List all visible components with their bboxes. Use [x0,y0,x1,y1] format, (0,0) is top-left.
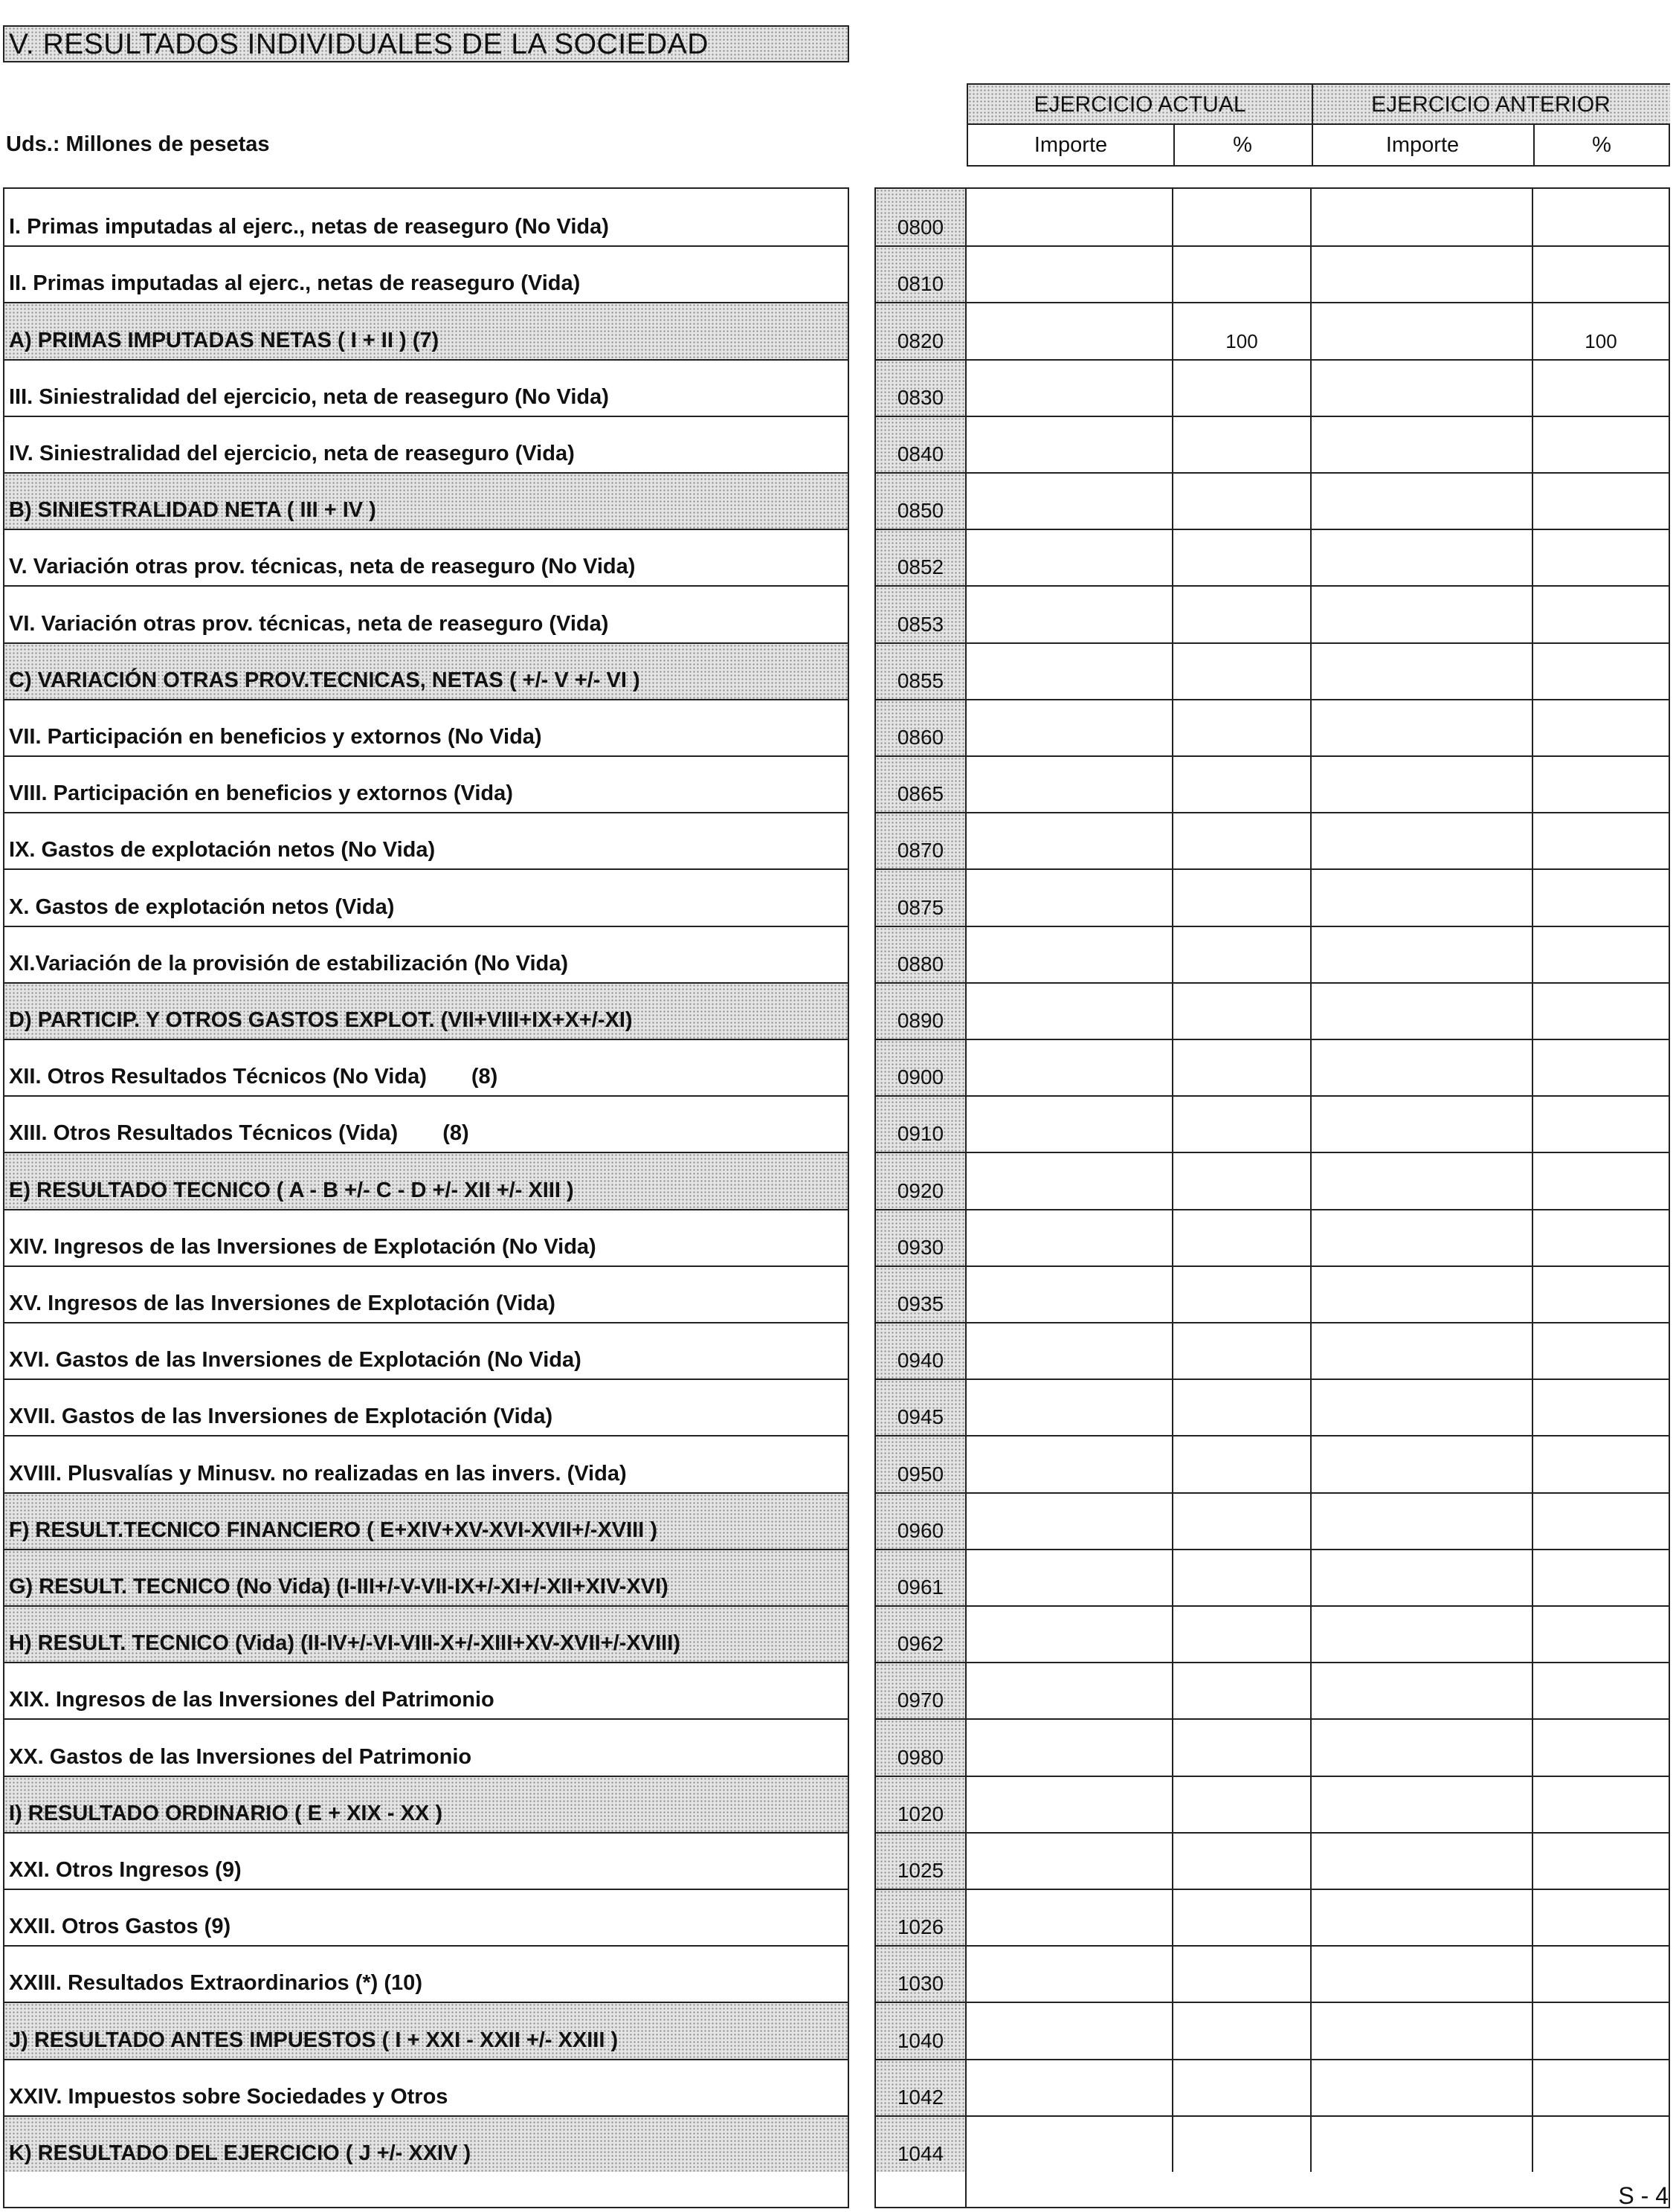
row-label [4,1039,848,1095]
previous-amount-cell[interactable] [1310,530,1532,585]
previous-amount-cell[interactable] [1310,189,1532,245]
row-code: 0890 [876,982,965,1039]
previous-amount-header: Importe [1385,133,1460,157]
table-row [967,1945,1669,2002]
previous-amount-cell[interactable] [1310,474,1532,529]
current-amount-cell[interactable] [967,1777,1172,1832]
row-label [4,189,848,245]
table-row [967,245,1669,302]
current-percent-cell[interactable] [1172,1494,1310,1549]
row-code: 0920 [876,1152,965,1209]
row-label-text: E) RESULTADO TECNICO ( A - B +/- C - D +/- XII +/- XIII ) [9,1178,574,1202]
header-divider [1312,85,1313,165]
row-label-text: XVI. Gastos de las Inversiones de Explotación (No Vida) [9,1348,581,1372]
current-percent-cell[interactable] [1172,1834,1310,1889]
row-label [4,1662,848,1718]
previous-amount-cell[interactable] [1310,417,1532,472]
row-label-text: XXII. Otros Gastos (9) [9,1915,231,1938]
current-amount-cell[interactable] [967,984,1172,1039]
current-percent-cell[interactable] [1172,2117,1310,2172]
table-row [967,1435,1669,1492]
row-label-text: XXI. Otros Ingresos (9) [9,1858,242,1882]
row-label-text: I) RESULTADO ORDINARIO ( E + XIX - XX ) [9,1802,442,1825]
row-label [4,755,848,812]
previous-amount-cell[interactable] [1310,1550,1532,1605]
row-code: 1042 [876,2059,965,2115]
previous-amount-cell[interactable] [1310,1040,1532,1095]
row-label [4,1265,848,1322]
row-code: 0853 [876,585,965,642]
previous-percent-cell[interactable] [1532,1323,1669,1379]
row-label [4,1152,848,1209]
previous-percent-cell[interactable] [1532,644,1669,699]
row-label [4,245,848,302]
row-label [4,699,848,755]
row-label-text: XVII. Gastos de las Inversiones de Explotación (Vida) [9,1405,553,1428]
row-code: 1025 [876,1832,965,1889]
previous-percent-cell[interactable] [1532,813,1669,868]
previous-amount-cell[interactable] [1310,757,1532,812]
current-amount-header: Importe [1034,133,1108,157]
previous-percent-cell[interactable] [1532,2003,1669,2059]
row-label [4,642,848,699]
row-label-text: III. Siniestralidad del ejercicio, neta de reaseguro (No Vida) [9,385,609,409]
table-row [967,2059,1669,2115]
row-labels-column [3,187,849,2208]
row-label-text: I. Primas imputadas al ejerc., netas de reaseguro (No Vida) [9,215,609,239]
table-row [967,1492,1669,1549]
row-code: 0830 [876,359,965,416]
table-row [967,529,1669,585]
row-code: 0980 [876,1718,965,1776]
row-code: 0870 [876,812,965,868]
row-code: 0852 [876,529,965,585]
current-amount-cell[interactable] [967,1153,1172,1209]
current-amount-cell[interactable] [967,1494,1172,1549]
current-percent-cell[interactable] [1172,813,1310,868]
previous-amount-cell[interactable] [1310,1097,1532,1152]
current-percent-cell[interactable] [1172,1153,1310,1209]
row-label [4,1379,848,1435]
current-percent-cell[interactable] [1172,1436,1310,1492]
current-percent-cell[interactable] [1172,1607,1310,1662]
row-code: 0880 [876,926,965,982]
current-percent-cell[interactable]: 100 [1172,303,1310,359]
row-label [4,1832,848,1889]
row-label-text: XI.Variación de la provisión de estabilización (No Vida) [9,952,569,976]
previous-percent-cell[interactable] [1532,1210,1669,1265]
table-row [967,868,1669,926]
previous-amount-cell[interactable] [1310,1720,1532,1776]
table-row [967,1776,1669,1832]
row-label-text: II. Primas imputadas al ejerc., netas de reaseguro (Vida) [9,271,581,295]
table-row [967,1095,1669,1152]
previous-percent-cell[interactable] [1532,1436,1669,1492]
row-code: 0840 [876,416,965,472]
current-amount-cell[interactable] [967,1550,1172,1605]
current-percent-cell[interactable] [1172,1210,1310,1265]
table-row [967,1265,1669,1322]
previous-percent-cell[interactable] [1532,417,1669,472]
current-amount-cell[interactable] [967,361,1172,416]
row-label [4,812,848,868]
table-row [967,642,1669,699]
row-label-text: XXIII. Resultados Extraordinarios (*) (10) [9,1971,422,1995]
current-amount-cell[interactable] [967,474,1172,529]
table-row [967,1889,1669,1945]
current-percent-cell[interactable] [1172,927,1310,982]
previous-percent-cell[interactable] [1532,757,1669,812]
current-amount-cell[interactable] [967,1323,1172,1379]
current-percent-cell[interactable] [1172,1323,1310,1379]
previous-amount-cell[interactable] [1310,1947,1532,2002]
page-number: S - 4 [1618,2182,1669,2209]
current-percent-cell[interactable] [1172,1947,1310,2002]
row-code: 0910 [876,1095,965,1152]
table-row [967,1605,1669,1662]
table-row [967,812,1669,868]
row-code: 0950 [876,1435,965,1492]
previous-amount-cell[interactable] [1310,1494,1532,1549]
previous-amount-cell[interactable] [1310,813,1532,868]
current-year-header: EJERCICIO ACTUAL [968,85,1312,125]
row-code: 0935 [876,1265,965,1322]
previous-percent-cell[interactable] [1532,927,1669,982]
row-label [4,1605,848,1662]
previous-amount-cell[interactable] [1310,1267,1532,1322]
row-label-text: XIX. Ingresos de las Inversiones del Patrimonio [9,1688,494,1712]
current-amount-cell[interactable] [967,2060,1172,2115]
previous-percent-cell[interactable] [1532,1720,1669,1776]
row-label-text: D) PARTICIP. Y OTROS GASTOS EXPLOT. (VII+VIII+IX+X+/-XI) [9,1008,633,1032]
previous-percent-cell[interactable] [1532,1947,1669,2002]
table-row [967,1549,1669,1605]
row-label [4,926,848,982]
current-amount-cell[interactable] [967,303,1172,359]
current-percent-header: % [1233,133,1252,157]
current-percent-cell[interactable] [1172,2003,1310,2059]
table-row [967,926,1669,982]
previous-percent-cell[interactable] [1532,1380,1669,1435]
row-label-text: VI. Variación otras prov. técnicas, neta de reaseguro (Vida) [9,612,609,636]
row-label [4,529,848,585]
previous-percent-cell[interactable] [1532,1890,1669,1945]
row-codes-column [874,187,967,2208]
previous-percent-cell[interactable] [1532,1494,1669,1549]
table-row [967,585,1669,642]
previous-percent-cell[interactable] [1532,1267,1669,1322]
previous-amount-cell[interactable] [1310,2060,1532,2115]
table-row [967,699,1669,755]
current-amount-cell[interactable] [967,870,1172,926]
row-label [4,2059,848,2115]
current-percent-cell[interactable] [1172,189,1310,245]
row-code: 1026 [876,1889,965,1945]
previous-percent-header: % [1592,133,1611,157]
row-label [4,1549,848,1605]
previous-percent-cell[interactable] [1532,530,1669,585]
row-label-text: XV. Ingresos de las Inversiones de Explotación (Vida) [9,1292,555,1315]
column-header [967,83,1670,167]
row-label-text: A) PRIMAS IMPUTADAS NETAS ( I + II ) (7) [9,329,439,352]
row-label [4,1322,848,1379]
row-code: 0860 [876,699,965,755]
previous-amount-cell[interactable] [1310,984,1532,1039]
row-label-text: XII. Otros Resultados Técnicos (No Vida) [9,1065,427,1089]
previous-amount-cell[interactable] [1310,1436,1532,1492]
previous-percent-cell[interactable] [1532,1663,1669,1718]
current-percent-cell[interactable] [1172,984,1310,1039]
current-amount-cell[interactable] [967,1890,1172,1945]
row-label [4,1095,848,1152]
current-amount-cell[interactable] [967,644,1172,699]
row-label-text: H) RESULT. TECNICO (Vida) (II-IV+/-VI-VIII-X+/-XIII+XV-XVII+/-XVIII) [9,1631,680,1655]
table-row [967,416,1669,472]
row-label [4,982,848,1039]
previous-amount-cell[interactable] [1310,587,1532,642]
previous-percent-cell[interactable] [1532,2060,1669,2115]
current-percent-cell[interactable] [1172,870,1310,926]
previous-percent-cell[interactable]: 100 [1532,303,1669,359]
row-label-text: XIV. Ingresos de las Inversiones de Explotación (No Vida) [9,1235,596,1259]
current-amount-cell[interactable] [967,247,1172,302]
row-code: 0855 [876,642,965,699]
previous-percent-cell[interactable] [1532,2117,1669,2172]
row-code: 0940 [876,1322,965,1379]
previous-percent-cell[interactable] [1532,1834,1669,1889]
row-code: 0900 [876,1039,965,1095]
previous-amount-cell[interactable] [1310,1777,1532,1832]
table-row [967,189,1669,245]
current-amount-cell[interactable] [967,1380,1172,1435]
table-row [967,1209,1669,1265]
row-code: 1044 [876,2115,965,2172]
row-label-text: IV. Siniestralidad del ejercicio, neta de reaseguro (Vida) [9,442,575,465]
row-label-text: X. Gastos de explotación netos (Vida) [9,895,395,919]
current-amount-cell[interactable] [967,700,1172,755]
previous-percent-cell[interactable] [1532,870,1669,926]
current-percent-cell[interactable] [1172,247,1310,302]
row-label-text: G) RESULT. TECNICO (No Vida) (I-III+/-V-VII-IX+/-XI+/-XII+XIV-XVI) [9,1575,668,1599]
previous-amount-cell[interactable] [1310,700,1532,755]
previous-amount-cell[interactable] [1310,870,1532,926]
header-divider [1533,125,1535,165]
row-label-text: B) SINIESTRALIDAD NETA ( III + IV ) [9,498,376,522]
current-amount-cell[interactable] [967,927,1172,982]
row-label-text: C) VARIACIÓN OTRAS PROV.TECNICAS, NETAS ( +/- V +/- VI ) [9,668,640,692]
previous-amount-cell[interactable] [1310,2117,1532,2172]
current-percent-cell[interactable] [1172,1550,1310,1605]
previous-percent-cell[interactable] [1532,1607,1669,1662]
previous-amount-cell[interactable] [1310,927,1532,982]
row-code: 0800 [876,189,965,245]
previous-amount-cell[interactable] [1310,1663,1532,1718]
current-amount-cell[interactable] [967,1607,1172,1662]
row-code: 0810 [876,245,965,302]
current-percent-cell[interactable] [1172,1720,1310,1776]
row-code: 0865 [876,755,965,812]
previous-percent-cell[interactable] [1532,474,1669,529]
current-percent-cell[interactable] [1172,530,1310,585]
table-row [967,472,1669,529]
table-row [967,1718,1669,1776]
table-row [967,2115,1669,2172]
row-code: 0970 [876,1662,965,1718]
row-code: 1040 [876,2002,965,2059]
row-label [4,1435,848,1492]
previous-percent-cell[interactable] [1532,1153,1669,1209]
row-label-text: F) RESULT.TECNICO FINANCIERO ( E+XIV+XV-XVI-XVII+/-XVIII ) [9,1518,658,1542]
row-code: 1030 [876,1945,965,2002]
current-percent-cell[interactable] [1172,361,1310,416]
current-percent-cell[interactable] [1172,1097,1310,1152]
previous-amount-cell[interactable] [1310,2003,1532,2059]
current-percent-cell[interactable] [1172,1777,1310,1832]
table-row [967,1379,1669,1435]
section-title: V. RESULTADOS INDIVIDUALES DE LA SOCIEDAD [3,25,849,62]
values-grid [967,187,1670,2208]
current-amount-cell[interactable] [967,1097,1172,1152]
table-row [967,2002,1669,2059]
row-label [4,359,848,416]
current-amount-cell[interactable] [967,1720,1172,1776]
row-label [4,585,848,642]
row-label-text: IX. Gastos de explotación netos (No Vida) [9,838,436,862]
current-amount-cell[interactable] [967,1947,1172,2002]
row-label [4,1209,848,1265]
current-amount-cell[interactable] [967,1267,1172,1322]
previous-percent-cell[interactable] [1532,1097,1669,1152]
row-label [4,2115,848,2172]
units-label: Uds.: Millones de pesetas [6,132,270,156]
table-row [967,1662,1669,1718]
row-label-note: (8) [442,1121,469,1145]
row-label [4,1889,848,1945]
previous-percent-cell[interactable] [1532,587,1669,642]
previous-amount-cell[interactable] [1310,361,1532,416]
row-label [4,1945,848,2002]
row-code: 0961 [876,1549,965,1605]
current-percent-cell[interactable] [1172,417,1310,472]
current-amount-cell[interactable] [967,1663,1172,1718]
current-percent-cell[interactable] [1172,1890,1310,1945]
previous-percent-cell[interactable] [1532,247,1669,302]
current-amount-cell[interactable] [967,530,1172,585]
table-row [967,755,1669,812]
row-label-text: VII. Participación en beneficios y extornos (No Vida) [9,725,542,749]
table-row [967,302,1669,359]
table-row [967,1152,1669,1209]
current-amount-cell[interactable] [967,587,1172,642]
row-label [4,1776,848,1832]
row-code: 0945 [876,1379,965,1435]
row-label [4,868,848,926]
row-code: 1020 [876,1776,965,1832]
current-amount-cell[interactable] [967,1436,1172,1492]
row-label-text: K) RESULTADO DEL EJERCICIO ( J +/- XXIV ) [9,2141,471,2165]
current-amount-cell[interactable] [967,1210,1172,1265]
row-label [4,416,848,472]
row-label-text: XIII. Otros Resultados Técnicos (Vida) [9,1121,399,1145]
previous-year-header: EJERCICIO ANTERIOR [1312,85,1670,125]
previous-percent-cell[interactable] [1532,1777,1669,1832]
current-percent-cell[interactable] [1172,700,1310,755]
row-label-text: XVIII. Plusvalías y Minusv. no realizadas en las invers. (Vida) [9,1462,627,1486]
current-percent-cell[interactable] [1172,1040,1310,1095]
row-label-text: XXIV. Impuestos sobre Sociedades y Otros [9,2085,448,2109]
previous-amount-cell[interactable] [1310,1323,1532,1379]
previous-amount-cell[interactable] [1310,1380,1532,1435]
row-label-text: VIII. Participación en beneficios y extornos (Vida) [9,781,513,805]
row-code: 0962 [876,1605,965,1662]
current-percent-cell[interactable] [1172,1267,1310,1322]
row-label-text: J) RESULTADO ANTES IMPUESTOS ( I + XXI - XXII +/- XXIII ) [9,2028,619,2052]
previous-percent-cell[interactable] [1532,361,1669,416]
row-label [4,472,848,529]
previous-amount-cell[interactable] [1310,1607,1532,1662]
current-percent-cell[interactable] [1172,1380,1310,1435]
row-label [4,302,848,359]
current-percent-cell[interactable] [1172,1663,1310,1718]
previous-amount-cell[interactable] [1310,1153,1532,1209]
previous-percent-cell[interactable] [1532,700,1669,755]
header-divider [1173,125,1175,165]
previous-amount-cell[interactable] [1310,303,1532,359]
table-row [967,1322,1669,1379]
previous-percent-cell[interactable] [1532,189,1669,245]
current-percent-cell[interactable] [1172,757,1310,812]
current-percent-cell[interactable] [1172,2060,1310,2115]
row-code: 0875 [876,868,965,926]
table-row [967,359,1669,416]
current-amount-cell[interactable] [967,189,1172,245]
previous-percent-cell[interactable] [1532,984,1669,1039]
row-label-note: (8) [471,1065,498,1089]
row-label-text: XX. Gastos de las Inversiones del Patrimonio [9,1745,472,1769]
current-amount-cell[interactable] [967,2003,1172,2059]
row-label-text: V. Variación otras prov. técnicas, neta de reaseguro (No Vida) [9,555,636,578]
previous-amount-cell[interactable] [1310,644,1532,699]
previous-amount-cell[interactable] [1310,1834,1532,1889]
current-amount-cell[interactable] [967,1834,1172,1889]
previous-percent-cell[interactable] [1532,1550,1669,1605]
table-row [967,1832,1669,1889]
previous-amount-cell[interactable] [1310,1890,1532,1945]
row-code: 0960 [876,1492,965,1549]
current-amount-cell[interactable] [967,417,1172,472]
current-percent-cell[interactable] [1172,474,1310,529]
current-amount-cell[interactable] [967,813,1172,868]
previous-amount-cell[interactable] [1310,1210,1532,1265]
row-code: 0850 [876,472,965,529]
table-row [967,1039,1669,1095]
table-row [967,982,1669,1039]
previous-amount-cell[interactable] [1310,247,1532,302]
current-percent-cell[interactable] [1172,644,1310,699]
row-label [4,1492,848,1549]
row-label [4,2002,848,2059]
row-label [4,1718,848,1776]
current-amount-cell[interactable] [967,757,1172,812]
current-percent-cell[interactable] [1172,587,1310,642]
current-amount-cell[interactable] [967,2117,1172,2172]
previous-percent-cell[interactable] [1532,1040,1669,1095]
row-code: 0930 [876,1209,965,1265]
current-amount-cell[interactable] [967,1040,1172,1095]
row-code: 0820 [876,302,965,359]
